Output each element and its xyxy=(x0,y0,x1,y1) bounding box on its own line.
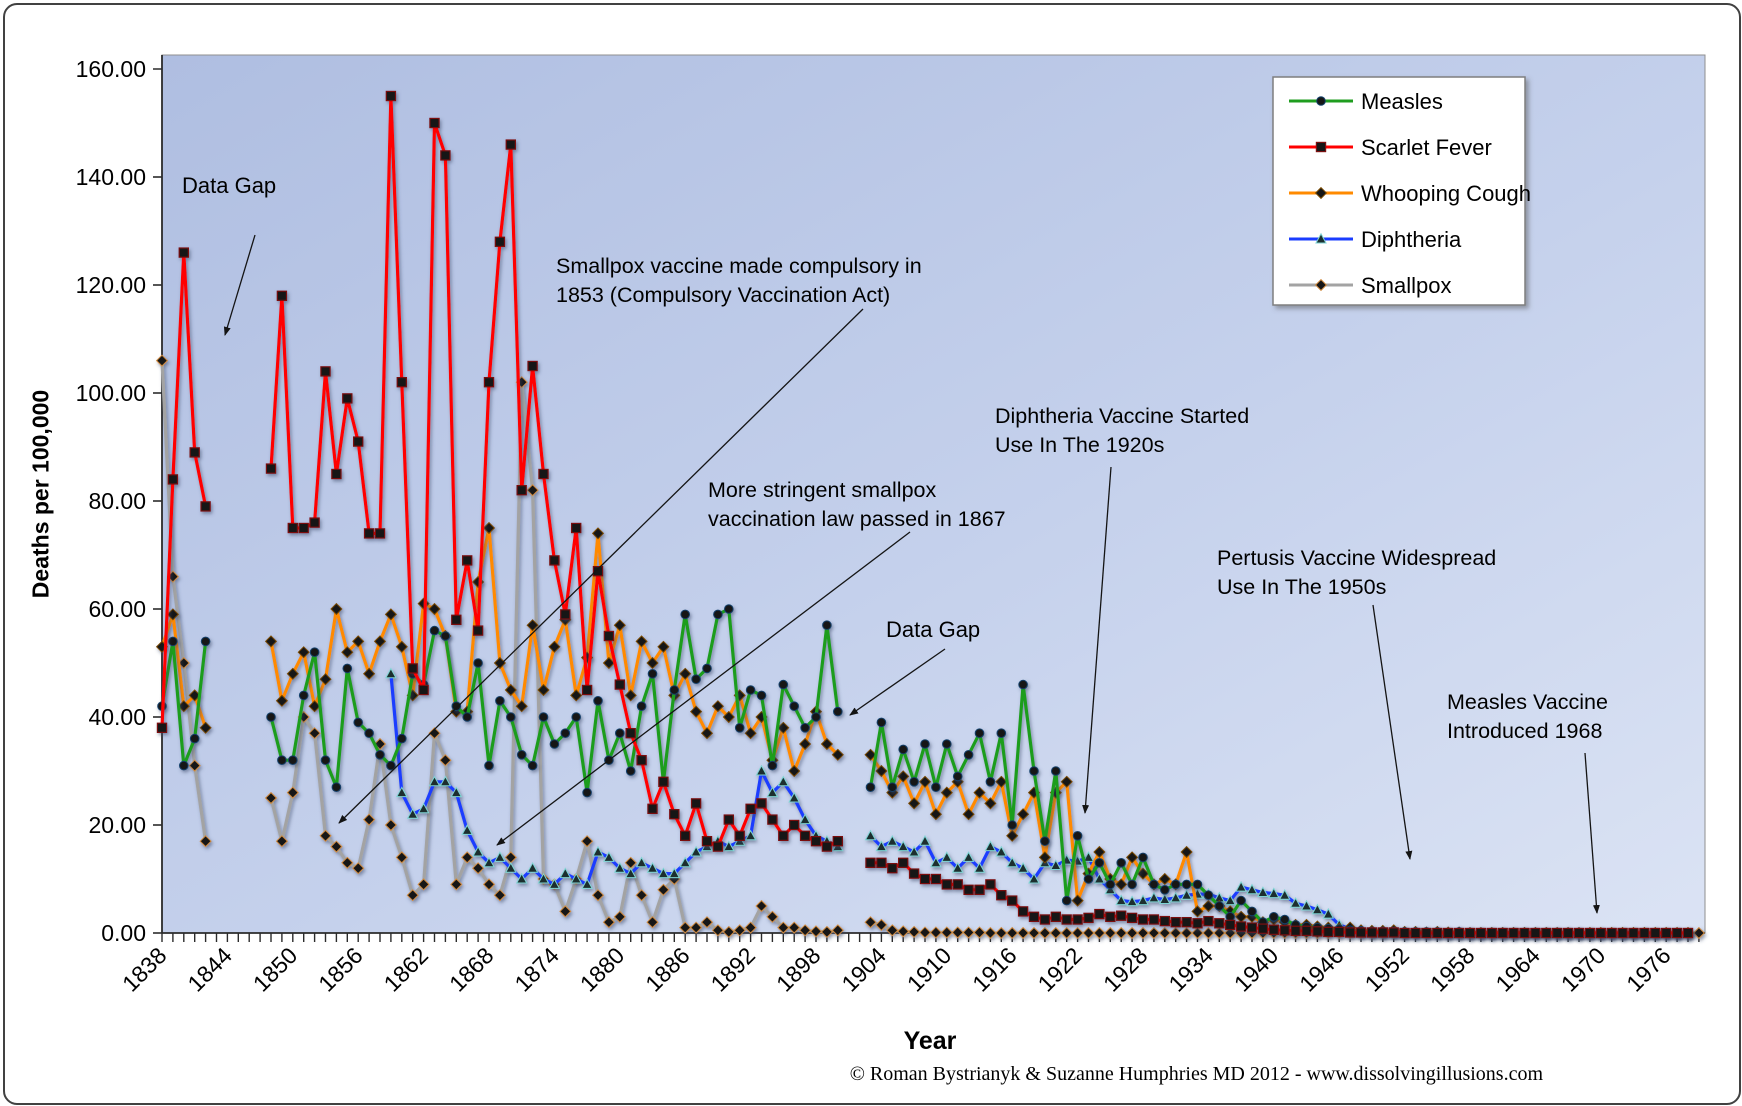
data-point xyxy=(1317,97,1326,106)
data-point xyxy=(692,799,701,808)
data-point xyxy=(365,729,374,738)
data-point xyxy=(398,734,407,743)
data-point xyxy=(790,820,799,829)
data-point xyxy=(386,91,395,100)
data-point xyxy=(463,713,472,722)
data-point xyxy=(1052,767,1061,776)
data-point xyxy=(1574,928,1583,937)
data-point xyxy=(365,529,374,538)
data-point xyxy=(1150,880,1159,889)
data-point xyxy=(681,610,690,619)
data-point xyxy=(1316,142,1325,151)
x-tick-label: 1862 xyxy=(378,942,434,997)
data-point xyxy=(1596,928,1605,937)
annotation-line: vaccination law passed in 1867 xyxy=(708,507,1006,531)
data-point xyxy=(321,756,330,765)
data-point xyxy=(823,621,832,630)
annotation-text xyxy=(886,617,980,642)
data-point xyxy=(1193,919,1202,928)
data-point xyxy=(1629,928,1638,937)
data-point xyxy=(943,740,952,749)
data-point xyxy=(1662,928,1671,937)
data-point xyxy=(1651,928,1660,937)
y-tick-label: 140.00 xyxy=(75,164,146,190)
data-point xyxy=(1030,767,1039,776)
data-point xyxy=(1237,896,1246,905)
data-point xyxy=(1029,912,1038,921)
data-point xyxy=(1465,928,1474,937)
data-point xyxy=(289,756,298,765)
x-tick-label: 1880 xyxy=(574,942,630,997)
x-axis xyxy=(117,933,1699,997)
data-point xyxy=(1247,923,1256,932)
data-point xyxy=(1182,918,1191,927)
annotation-line: Data Gap xyxy=(886,617,981,642)
data-point xyxy=(1248,907,1257,916)
data-point xyxy=(670,810,679,819)
data-point xyxy=(1084,913,1093,922)
data-point xyxy=(942,880,951,889)
legend-label: Scarlet Fever xyxy=(1361,135,1492,160)
x-tick-label: 1922 xyxy=(1032,942,1088,997)
data-point xyxy=(343,664,352,673)
data-point xyxy=(997,891,1006,900)
data-point xyxy=(507,713,516,722)
data-point xyxy=(724,815,733,824)
data-point xyxy=(157,723,166,732)
data-point xyxy=(190,734,199,743)
data-point xyxy=(354,437,363,446)
data-point xyxy=(452,615,461,624)
data-point xyxy=(703,664,712,673)
data-point xyxy=(1346,928,1355,937)
data-point xyxy=(1640,928,1649,937)
data-point xyxy=(517,751,526,760)
data-point xyxy=(539,713,548,722)
annotation-line: 1853 (Compulsory Vaccination Act) xyxy=(556,283,891,307)
data-point xyxy=(1051,912,1060,921)
data-point xyxy=(779,831,788,840)
data-point xyxy=(932,783,941,792)
data-point xyxy=(746,804,755,813)
data-point xyxy=(1542,928,1551,937)
data-point xyxy=(1258,924,1267,933)
data-point xyxy=(1476,928,1485,937)
data-point xyxy=(1683,928,1692,937)
data-point xyxy=(1673,928,1682,937)
data-point xyxy=(1117,859,1126,868)
data-point xyxy=(1161,886,1170,895)
data-point xyxy=(190,448,199,457)
annotation-line: Data Gap xyxy=(182,173,277,198)
annotation-line: Diphtheria Vaccine Started xyxy=(995,404,1250,428)
data-point xyxy=(1106,912,1115,921)
data-point xyxy=(528,361,537,370)
y-tick-label: 0.00 xyxy=(101,920,146,946)
data-point xyxy=(616,729,625,738)
data-point xyxy=(899,858,908,867)
data-point xyxy=(648,670,657,679)
data-point xyxy=(1215,902,1224,911)
data-point xyxy=(1487,928,1496,937)
legend-label: Diphtheria xyxy=(1361,227,1462,252)
data-point xyxy=(1520,928,1529,937)
data-point xyxy=(419,685,428,694)
data-point xyxy=(1073,832,1082,841)
data-point xyxy=(201,637,210,646)
data-point xyxy=(1313,927,1322,936)
data-point xyxy=(615,680,624,689)
data-point xyxy=(1498,928,1507,937)
data-point xyxy=(1367,928,1376,937)
data-point xyxy=(757,691,766,700)
data-point xyxy=(299,691,308,700)
data-point xyxy=(725,605,734,614)
data-point xyxy=(1106,880,1115,889)
data-point xyxy=(648,804,657,813)
data-point xyxy=(768,815,777,824)
data-point xyxy=(910,869,919,878)
data-point xyxy=(1237,922,1246,931)
y-tick-label: 160.00 xyxy=(75,56,146,82)
legend-label: Whooping Cough xyxy=(1361,181,1532,206)
data-point xyxy=(986,778,995,787)
data-point xyxy=(277,291,286,300)
data-point xyxy=(278,756,287,765)
legend-label: Measles xyxy=(1361,89,1443,114)
data-point xyxy=(735,724,744,733)
x-tick-label: 1970 xyxy=(1555,942,1611,997)
data-point xyxy=(495,237,504,246)
data-point xyxy=(397,378,406,387)
data-point xyxy=(463,556,472,565)
data-point xyxy=(811,837,820,846)
y-tick-label: 80.00 xyxy=(88,488,146,514)
data-point xyxy=(310,518,319,527)
data-point xyxy=(768,761,777,770)
x-tick-label: 1892 xyxy=(705,942,761,997)
data-point xyxy=(267,713,276,722)
data-point xyxy=(1585,928,1594,937)
data-point xyxy=(910,778,919,787)
data-point xyxy=(1455,928,1464,937)
annotation-line: Smallpox vaccine made compulsory in xyxy=(556,254,922,278)
data-point xyxy=(1073,915,1082,924)
data-point xyxy=(1204,917,1213,926)
data-point xyxy=(332,783,341,792)
data-point xyxy=(953,772,962,781)
y-axis xyxy=(76,56,162,946)
data-point xyxy=(1062,896,1071,905)
data-point xyxy=(920,874,929,883)
data-point xyxy=(1302,926,1311,935)
data-point xyxy=(877,718,886,727)
x-tick-label: 1838 xyxy=(116,942,172,997)
data-point xyxy=(1008,821,1017,830)
data-point xyxy=(354,718,363,727)
data-point xyxy=(1564,928,1573,937)
x-tick-label: 1856 xyxy=(313,942,368,997)
data-point xyxy=(1280,926,1289,935)
data-point xyxy=(168,475,177,484)
data-point xyxy=(496,697,505,706)
data-point xyxy=(1378,928,1387,937)
data-point xyxy=(975,729,984,738)
epidemics-mortality-chart xyxy=(5,5,1741,1105)
data-point xyxy=(626,729,635,738)
data-point xyxy=(1128,880,1137,889)
data-point xyxy=(1553,928,1562,937)
data-point xyxy=(866,858,875,867)
data-point xyxy=(1433,928,1442,937)
y-tick-label: 60.00 xyxy=(88,596,146,622)
x-tick-label: 1976 xyxy=(1621,942,1676,997)
data-point xyxy=(441,632,450,641)
data-point xyxy=(735,831,744,840)
data-point xyxy=(1389,928,1398,937)
data-point xyxy=(1040,915,1049,924)
data-point xyxy=(310,648,319,657)
data-point xyxy=(408,664,417,673)
data-point xyxy=(572,713,581,722)
legend-label: Smallpox xyxy=(1361,273,1452,298)
data-point xyxy=(659,777,668,786)
data-point xyxy=(1193,880,1202,889)
x-tick-label: 1874 xyxy=(509,942,564,997)
data-point xyxy=(877,858,886,867)
data-point xyxy=(561,610,570,619)
x-tick-label: 1934 xyxy=(1163,942,1218,997)
data-point xyxy=(986,880,995,889)
data-point xyxy=(594,697,603,706)
data-point xyxy=(452,702,461,711)
data-point xyxy=(474,626,483,635)
data-point xyxy=(713,842,722,851)
annotation-line: Use In The 1950s xyxy=(1217,575,1387,599)
data-point xyxy=(953,880,962,889)
data-point xyxy=(561,729,570,738)
data-point xyxy=(550,556,559,565)
data-point xyxy=(1226,920,1235,929)
data-point xyxy=(1509,928,1518,937)
annotation-line: Use In The 1920s xyxy=(995,433,1165,457)
annotation-line: Measles Vaccine xyxy=(1447,690,1608,714)
data-point xyxy=(572,523,581,532)
data-point xyxy=(430,118,439,127)
data-point xyxy=(964,751,973,760)
data-point xyxy=(1139,853,1148,862)
data-point xyxy=(1444,928,1453,937)
data-point xyxy=(921,740,930,749)
data-point xyxy=(1095,910,1104,919)
data-point xyxy=(866,783,875,792)
data-point xyxy=(179,248,188,257)
copyright-text: © Roman Bystrianyk & Suzanne Humphries MD 2012 - www.dissolvingillusions.com xyxy=(849,1063,1543,1085)
data-point xyxy=(321,367,330,376)
x-tick-label: 1946 xyxy=(1294,942,1349,997)
x-tick-label: 1964 xyxy=(1490,942,1545,997)
annotation-line: Pertusis Vaccine Widespread xyxy=(1217,546,1497,570)
x-tick-label: 1868 xyxy=(443,942,499,997)
data-point xyxy=(1128,913,1137,922)
y-tick-label: 20.00 xyxy=(88,812,146,838)
x-tick-label: 1844 xyxy=(182,942,237,997)
x-tick-label: 1952 xyxy=(1359,942,1415,997)
data-point xyxy=(834,707,843,716)
data-point xyxy=(1095,859,1104,868)
data-point xyxy=(975,885,984,894)
data-point xyxy=(169,637,178,646)
data-point xyxy=(1270,913,1279,922)
data-point xyxy=(1400,928,1409,937)
data-point xyxy=(1215,919,1224,928)
data-point xyxy=(1356,928,1365,937)
data-point xyxy=(1160,917,1169,926)
x-tick-label: 1940 xyxy=(1228,942,1284,997)
data-point xyxy=(702,837,711,846)
y-tick-label: 100.00 xyxy=(75,380,146,406)
annotation-line: Introduced 1968 xyxy=(1447,719,1603,743)
x-tick-label: 1958 xyxy=(1424,942,1480,997)
data-point xyxy=(506,140,515,149)
data-point xyxy=(1041,837,1050,846)
data-point xyxy=(583,685,592,694)
x-tick-label: 1898 xyxy=(770,942,826,997)
data-point xyxy=(1084,875,1093,884)
data-point xyxy=(441,151,450,160)
y-tick-label: 40.00 xyxy=(88,704,146,730)
data-point xyxy=(550,740,559,749)
x-tick-label: 1886 xyxy=(640,942,695,997)
x-tick-label: 1916 xyxy=(967,942,1022,997)
data-point xyxy=(1019,907,1028,916)
data-point xyxy=(1291,926,1300,935)
x-tick-label: 1904 xyxy=(836,942,891,997)
data-point xyxy=(484,378,493,387)
data-point xyxy=(528,761,537,770)
data-point xyxy=(888,783,897,792)
data-point xyxy=(332,469,341,478)
data-point xyxy=(375,529,384,538)
data-point xyxy=(517,486,526,495)
x-tick-label: 1928 xyxy=(1097,942,1153,997)
legend xyxy=(1273,77,1531,305)
data-point xyxy=(637,702,646,711)
data-point xyxy=(746,686,755,695)
data-point xyxy=(1411,928,1420,937)
data-point xyxy=(779,680,788,689)
data-point xyxy=(757,799,766,808)
data-point xyxy=(1422,928,1431,937)
data-point xyxy=(1138,915,1147,924)
y-axis-title: Deaths per 100,000 xyxy=(27,389,54,599)
data-point xyxy=(822,842,831,851)
data-point xyxy=(343,394,352,403)
data-point xyxy=(931,874,940,883)
data-point xyxy=(1117,911,1126,920)
data-point xyxy=(299,523,308,532)
data-point xyxy=(790,702,799,711)
data-point xyxy=(539,469,548,478)
data-point xyxy=(1618,928,1627,937)
data-point xyxy=(376,751,385,760)
data-point xyxy=(692,675,701,684)
data-point xyxy=(714,610,723,619)
data-point xyxy=(1335,927,1344,936)
data-point xyxy=(888,864,897,873)
data-point xyxy=(266,464,275,473)
annotation-line: More stringent smallpox xyxy=(708,478,937,502)
data-point xyxy=(474,659,483,668)
data-point xyxy=(1019,680,1028,689)
annotation-text xyxy=(182,173,276,198)
data-point xyxy=(812,713,821,722)
data-point xyxy=(1171,918,1180,927)
data-point xyxy=(964,885,973,894)
data-point xyxy=(1607,928,1616,937)
data-point xyxy=(681,831,690,840)
data-point xyxy=(1008,896,1017,905)
data-point xyxy=(1531,928,1540,937)
data-point xyxy=(1062,915,1071,924)
data-point xyxy=(899,745,908,754)
chart-frame xyxy=(3,3,1741,1105)
x-tick-label: 1850 xyxy=(247,942,303,997)
data-point xyxy=(180,761,189,770)
data-point xyxy=(604,631,613,640)
data-point xyxy=(670,686,679,695)
x-tick-label: 1910 xyxy=(901,942,957,997)
data-point xyxy=(1280,915,1289,924)
data-point xyxy=(1204,891,1213,900)
data-point xyxy=(1171,880,1180,889)
data-point xyxy=(1269,925,1278,934)
data-point xyxy=(626,767,635,776)
data-point xyxy=(833,837,842,846)
data-point xyxy=(801,724,810,733)
data-point xyxy=(637,756,646,765)
data-point xyxy=(430,626,439,635)
x-axis-title: Year xyxy=(903,1027,957,1055)
data-point xyxy=(583,788,592,797)
data-point xyxy=(485,761,494,770)
data-point xyxy=(1182,880,1191,889)
data-point xyxy=(1149,915,1158,924)
data-point xyxy=(1324,927,1333,936)
data-point xyxy=(201,502,210,511)
y-tick-label: 120.00 xyxy=(75,272,146,298)
data-point xyxy=(997,729,1006,738)
data-point xyxy=(801,831,810,840)
data-point xyxy=(288,523,297,532)
